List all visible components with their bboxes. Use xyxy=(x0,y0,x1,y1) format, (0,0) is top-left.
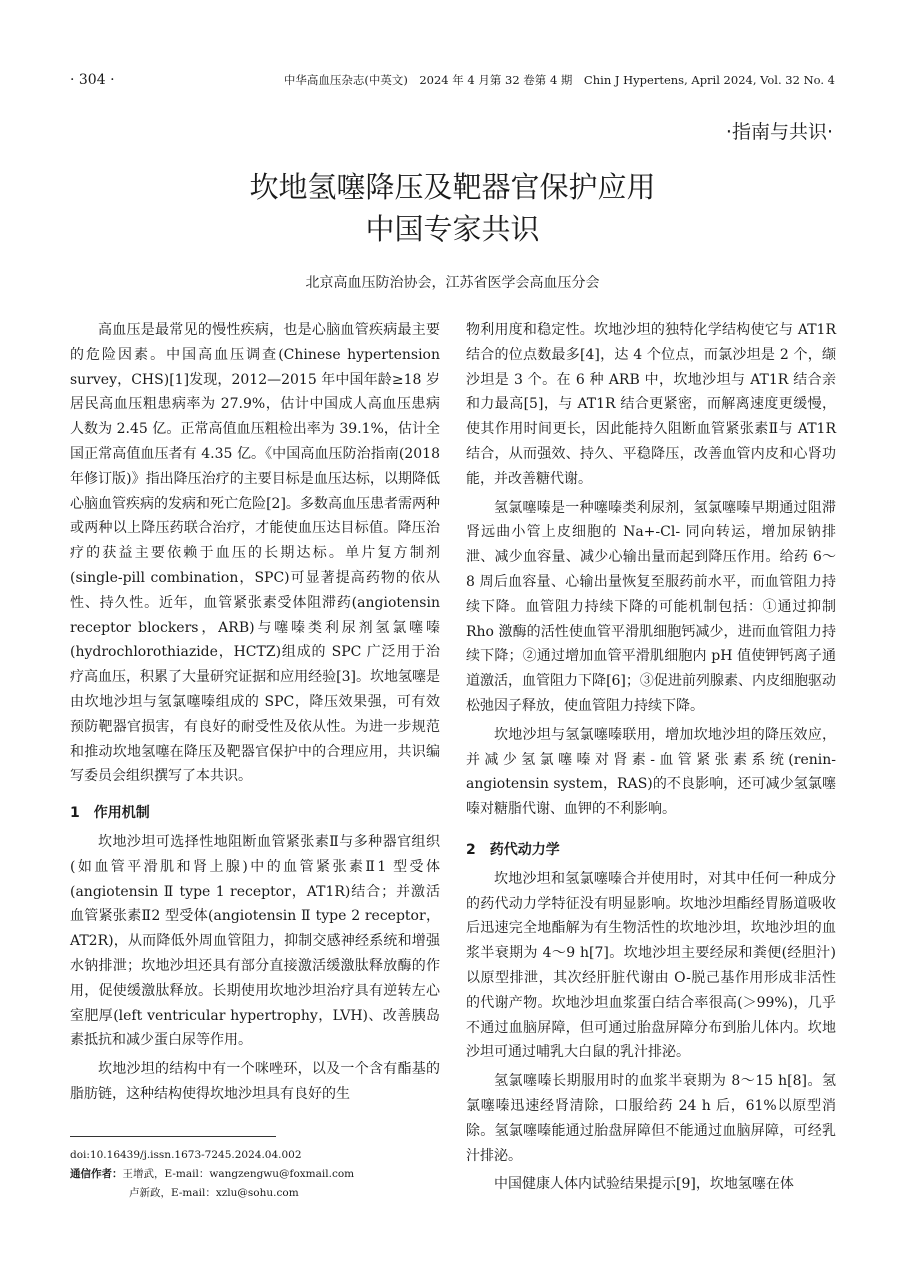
doi: doi:10.16439/j.issn.1673-7245.2024.04.002 xyxy=(70,1149,302,1161)
journal-citation: 中华高血压杂志(中英文) 2024 年 4 月第 32 卷第 4 期 Chin J Hypertens, April 2024, Vol. 32 No. 4 xyxy=(283,73,835,87)
continued-paragraph: 物利用度和稳定性。坎地沙坦的独特化学结构使它与 AT1R 结合的位点数最多[4]，达 4 个位点，而氯沙坦是 2 个，缬沙坦是 3 个。在 6 种 ARB 中，坎地沙坦与 AT1R 结合亲和力最高[5]，与 AT1R 结合更紧密，而解离速度更缓慢，使其作用时间更长，因此能持久阻断血管紧张素Ⅱ与 AT1R 结合，从而强效、持久、平稳降压，改善血管内皮和心肾功能，并改善糖代谢。 xyxy=(466,322,836,487)
section-2-paragraph-2: 氢氯噻嗪长期服用时的血浆半衰期为 8～15 h[8]。氢氯噻嗪迅速经肾清除，口服给药 24 h 后，61%以原型消除。氢氯噻嗪能通过胎盘屏障但不能通过血脑屏障，可经乳汁排泌。 xyxy=(466,1073,836,1164)
combination-paragraph: 坎地沙坦与氢氯噻嗪联用，增加坎地沙坦的降压效应，并减少氢氯噻嗪对肾素-血管紧张素系统(renin-angiotensin system，RAS)的不良影响，还可减少氢氯噻嗪对糖脂代谢、血钾的不利影响。 xyxy=(466,726,836,818)
authors: 北京高血压防治协会，江苏省医学会高血压分会 xyxy=(305,275,600,291)
section-1-heading: 1 作用机制 xyxy=(70,805,150,822)
corresponding-author-1-text: 王增武，E-mail：wangzengwu@foxmail.com xyxy=(122,1168,355,1180)
intro-paragraph: 高血压是最常见的慢性疾病，也是心脑血管疾病最主要的危险因素。中国高血压调查(Chinese hypertension survey，CHS)[1]发现，2012—2015 年中国年龄≥18 岁居民高血压粗患病率为 27.9%，估计中国成人高血压患病人数为 2.45 亿。正常高值血压粗检出率为 39.1%，估计全国正常高值血压者有 4.35 亿。《中国高血压防治指南(2018 年修订版)》指出降压治疗的主要目标是血压达标，以期降低心脑血管疾病的发病和死亡危险[2]。多数高血压患者需两种或两种以上降压药联合治疗，才能使血压达目标值。降压治疗的获益主要依赖于血压的长期达标。单片复方制剂(single-pill combination，SPC)可显著提高药物的依从性、持久性。近年，血管紧张素受体阻滞药(angiotensin receptor blockers，ARB)与噻嗪类利尿剂氢氯噻嗪(hydrochlorothiazide，HCTZ)组成的 SPC 广泛用于治疗高血压，积累了大量研究证据和应用经验[3]。坎地氢噻是由坎地沙坦与氢氯噻嗪组成的 SPC，降压效果强，可有效预防靶器官损害，有良好的耐受性及依从性。为进一步规范和推动坎地氢噻在降压及靶器官保护中的合理应用，共识编写委员会组织撰写了本共识。 xyxy=(70,322,440,785)
corresponding-label: 通信作者： xyxy=(70,1168,123,1180)
right-column xyxy=(466,318,836,1197)
article-title xyxy=(0,166,905,250)
running-header xyxy=(70,72,835,96)
hctz-paragraph: 氢氯噻嗪是一种噻嗪类利尿剂，氢氯噻嗪早期通过阻滞肾远曲小管上皮细胞的 Na+-Cl- 同向转运，增加尿钠排泄、减少血容量、减少心输出量而起到降压作用。给药 6～8 周后血容量、心输出量恢复至服药前水平，而血管阻力持续下降。血管阻力持续下降的可能机制包括：①通过抑制 Rho 激酶的活性使血管平滑肌细胞钙减少，进而血管阻力持续下降；②通过增加血管平滑肌细胞内 pH 值使钾钙离子通道激活，血管阻力下降[6]；③促进前列腺素、内皮细胞驱动松弛因子释放，使血管阻力持续下降。 xyxy=(466,499,836,714)
section-2-heading: 2 药代动力学 xyxy=(466,841,560,858)
left-column xyxy=(70,318,440,1107)
corresponding-author-1 xyxy=(70,1165,450,1184)
section-tag: ·指南与共识· xyxy=(725,121,833,143)
footnotes xyxy=(70,1146,450,1203)
section-2-paragraph-1: 坎地沙坦和氢氯噻嗪合并使用时，对其中任何一种成分的药代动力学特征没有明显影响。坎地沙坦酯经胃肠道吸收后迅速完全地酯解为有生物活性的坎地沙坦，坎地沙坦的血浆半衰期为 4～9 h[7]。坎地沙坦主要经尿和粪便(经胆汁)以原型排泄，其次经肝脏代谢由 O-脱己基作用形成非活性的代谢产物。坎地沙坦血浆蛋白结合率很高(＞99%)，几乎不通过血脑屏障，但可通过胎盘屏障分布到胎儿体内。坎地沙坦可通过哺乳大白鼠的乳汁排泌。 xyxy=(466,870,836,1061)
section-2-paragraph-3: 中国健康人体内试验结果提示[9]，坎地氢噻在体 xyxy=(494,1176,794,1193)
section-1-paragraph-2: 坎地沙坦的结构中有一个咪唑环，以及一个含有酯基的脂肪链，这种结构使得坎地沙坦具有良好的生 xyxy=(70,1061,440,1102)
page-number: · 304 · xyxy=(70,72,115,88)
footnote-divider xyxy=(70,1136,276,1137)
title-line-1: 坎地氢噻降压及靶器官保护应用 xyxy=(249,170,656,204)
section-1-paragraph-1: 坎地沙坦可选择性地阻断血管紧张素Ⅱ与多种器官组织(如血管平滑肌和肾上腺)中的血管紧张素Ⅱ1 型受体(angiotensin Ⅱ type 1 receptor，AT1R)结合；并激活血管紧张素Ⅱ2 型受体(angiotensin Ⅱ type 2 receptor，AT2R)，从而降低外周血管阻力，抑制交感神经系统和增强水钠排泄；坎地沙坦还具有部分直接激活缓激肽释放酶的作用，促使缓激肽释放。长期使用坎地沙坦治疗具有逆转左心室肥厚(left ventricular hypertrophy，LVH)、改善胰岛素抵抗和减少蛋白尿等作用。 xyxy=(70,833,440,1049)
title-line-2: 中国专家共识 xyxy=(365,212,540,246)
corresponding-author-2: 卢新政，E-mail：xzlu@sohu.com xyxy=(129,1187,299,1199)
